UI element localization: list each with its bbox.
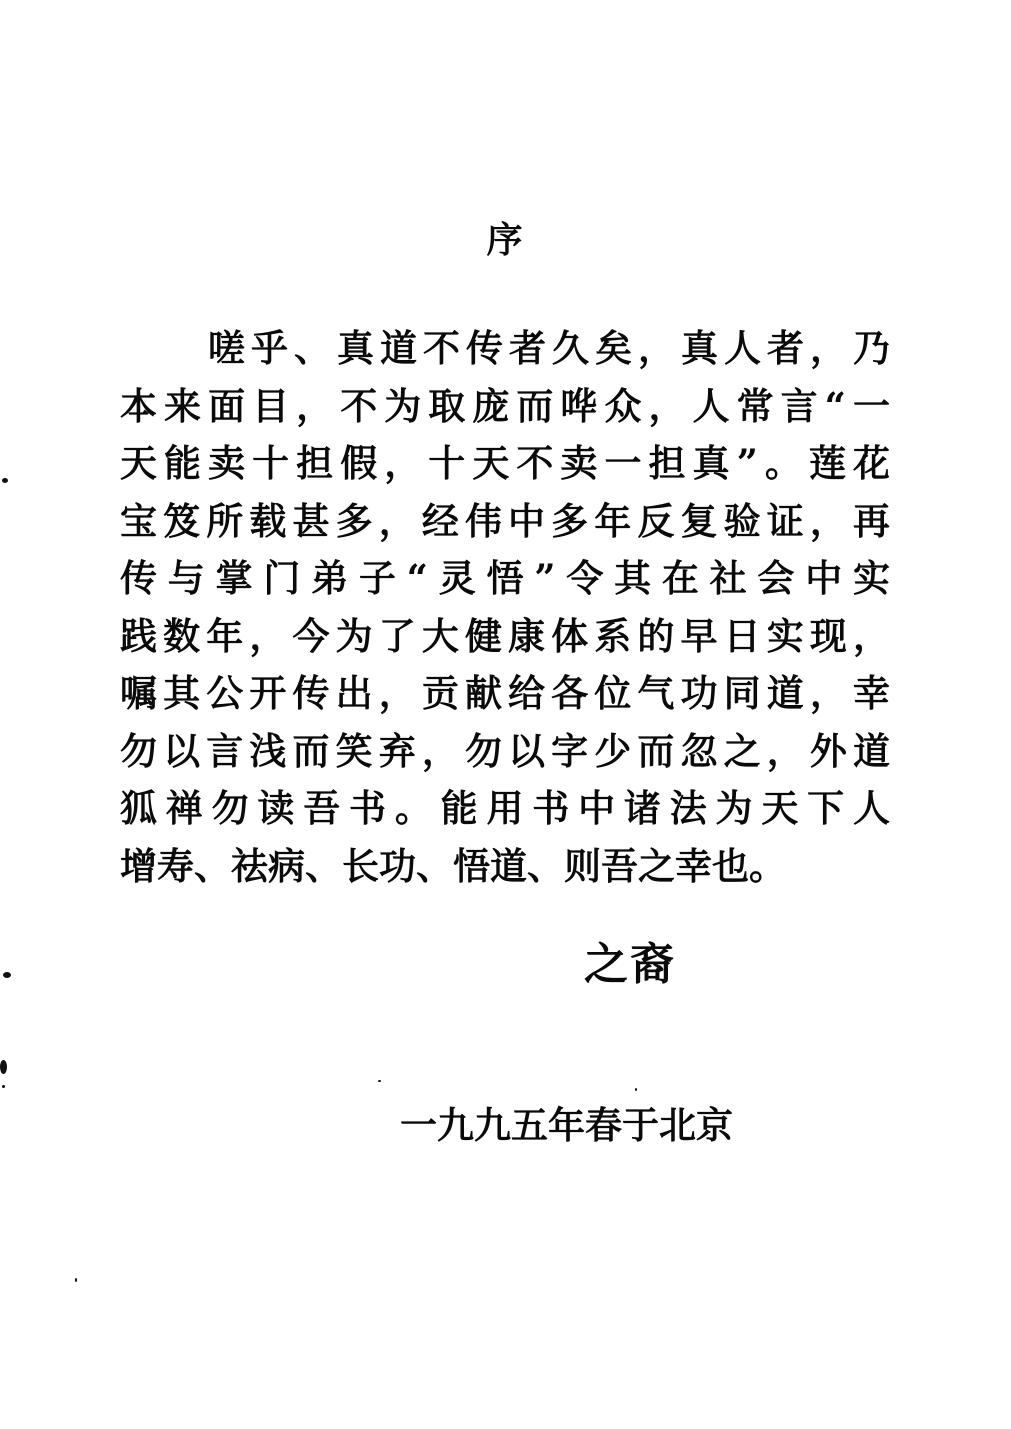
preface-body bbox=[120, 320, 890, 895]
preface-line: 嗟乎、真道不传者久矣，真人者，乃 bbox=[208, 326, 890, 370]
scan-speck bbox=[0, 1060, 7, 1074]
scan-speck bbox=[75, 1278, 77, 1282]
preface-line: 勿以言浅而笑弃，勿以字少而忽之，外道 bbox=[120, 728, 890, 773]
preface-line: 本来面目，不为取庞而哗众，人常言“一 bbox=[120, 383, 890, 428]
preface-line: 践数年，今为了大健康体系的早日实现， bbox=[120, 613, 890, 658]
preface-line: 狐禅勿读吾书。能用书中诸法为天下人 bbox=[120, 786, 890, 830]
date-place: 一九九五年春于北京 bbox=[400, 1103, 733, 1147]
author-signature: 之裔 bbox=[584, 939, 676, 990]
scan-speck bbox=[635, 1088, 637, 1091]
preface-title: 序 bbox=[486, 219, 525, 261]
scan-speck bbox=[3, 972, 11, 978]
preface-line: 增寿、祛病、长功、悟道、则吾之幸也。 bbox=[120, 843, 786, 888]
preface-line: 传与掌门弟子“灵悟”令其在社会中实 bbox=[120, 556, 890, 600]
scan-speck bbox=[2, 1085, 5, 1088]
preface-line: 天能卖十担假，十天不卖一担真”。莲花 bbox=[120, 441, 890, 485]
preface-line: 嘱其公开传出，贡献给各位气功同道，幸 bbox=[120, 671, 890, 715]
scan-speck bbox=[378, 1080, 381, 1082]
preface-line: 宝笈所载甚多，经伟中多年反复验证，再 bbox=[120, 498, 890, 543]
scan-speck bbox=[2, 478, 8, 483]
